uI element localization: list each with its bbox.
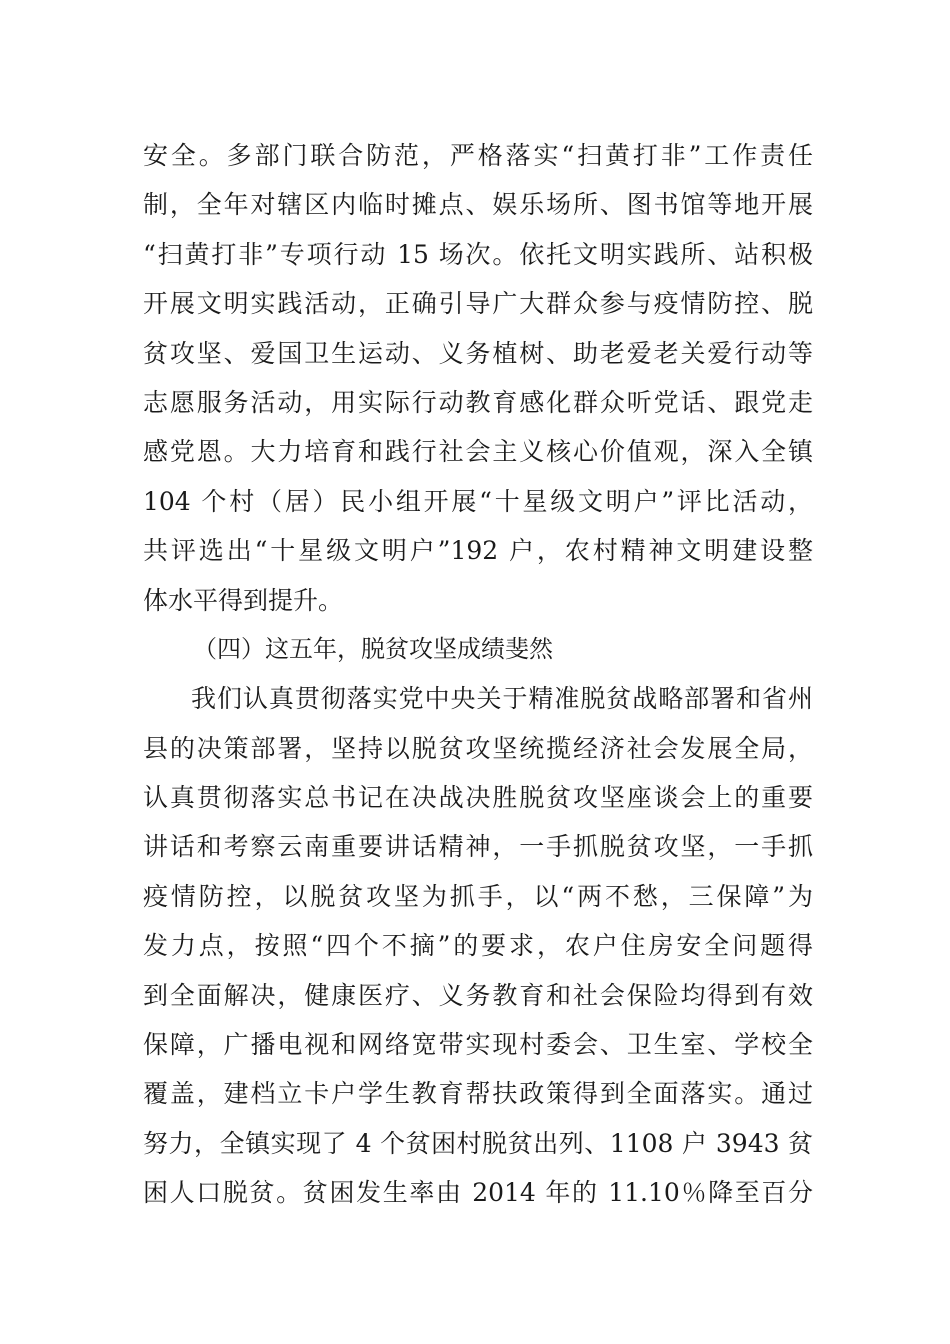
section-heading: （四）这五年，脱贫攻坚成绩斐然 bbox=[193, 634, 553, 663]
paragraph-public-safety-civilization bbox=[143, 131, 813, 625]
text-line: 贫攻坚、爱国卫生运动、义务植树、助老爱老关爱行动等 bbox=[143, 338, 813, 368]
text-line: 我们认真贯彻落实党中央关于精准脱贫战略部署和省州 bbox=[191, 684, 813, 714]
text-line: 覆盖，建档立卡户学生教育帮扶政策得到全面落实。通过 bbox=[143, 1079, 813, 1109]
text-line: 认真贯彻落实总书记在决战决胜脱贫攻坚座谈会上的重要 bbox=[143, 783, 813, 813]
text-line: 困人口脱贫。贫困发生率由 2014 年的 11.10％降至百分 bbox=[143, 1178, 813, 1208]
text-line: 开展文明实践活动，正确引导广大群众参与疫情防控、脱 bbox=[143, 289, 813, 319]
text-line: 努力，全镇实现了 4 个贫困村脱贫出列、1108 户 3943 贫 bbox=[143, 1128, 813, 1158]
text-line: 感党恩。大力培育和践行社会主义核心价值观，深入全镇 bbox=[143, 437, 813, 467]
text-line: 104 个村（居）民小组开展“十星级文明户”评比活动， bbox=[143, 486, 813, 516]
text-line: 安全。多部门联合防范，严格落实“扫黄打非”工作责任 bbox=[143, 141, 813, 170]
text-line: 共评选出“十星级文明户”192 户，农村精神文明建设整 bbox=[143, 536, 813, 566]
text-line: 疫情防控，以脱贫攻坚为抓手，以“两不愁，三保障”为 bbox=[143, 881, 813, 911]
text-line: 体水平得到提升。 bbox=[143, 585, 344, 615]
text-line: 发力点，按照“四个不摘”的要求，农户住房安全问题得 bbox=[143, 931, 813, 961]
text-line: 到全面解决，健康医疗、义务教育和社会保险均得到有效 bbox=[143, 980, 813, 1010]
text-line: “扫黄打非”专项行动 15 场次。依托文明实践所、站积极 bbox=[143, 239, 813, 269]
text-line: 保障，广播电视和网络宽带实现村委会、卫生室、学校全 bbox=[143, 1030, 813, 1060]
text-line: 制，全年对辖区内临时摊点、娱乐场所、图书馆等地开展 bbox=[143, 190, 813, 220]
document-body bbox=[143, 131, 813, 1218]
text-line: 讲话和考察云南重要讲话精神，一手抓脱贫攻坚，一手抓 bbox=[143, 832, 813, 862]
paragraph-poverty-alleviation bbox=[143, 674, 813, 1217]
text-line: 县的决策部署，坚持以脱贫攻坚统揽经济社会发展全局， bbox=[143, 733, 813, 763]
text-line: 志愿服务活动，用实际行动教育感化群众听党话、跟党走 bbox=[143, 387, 813, 417]
